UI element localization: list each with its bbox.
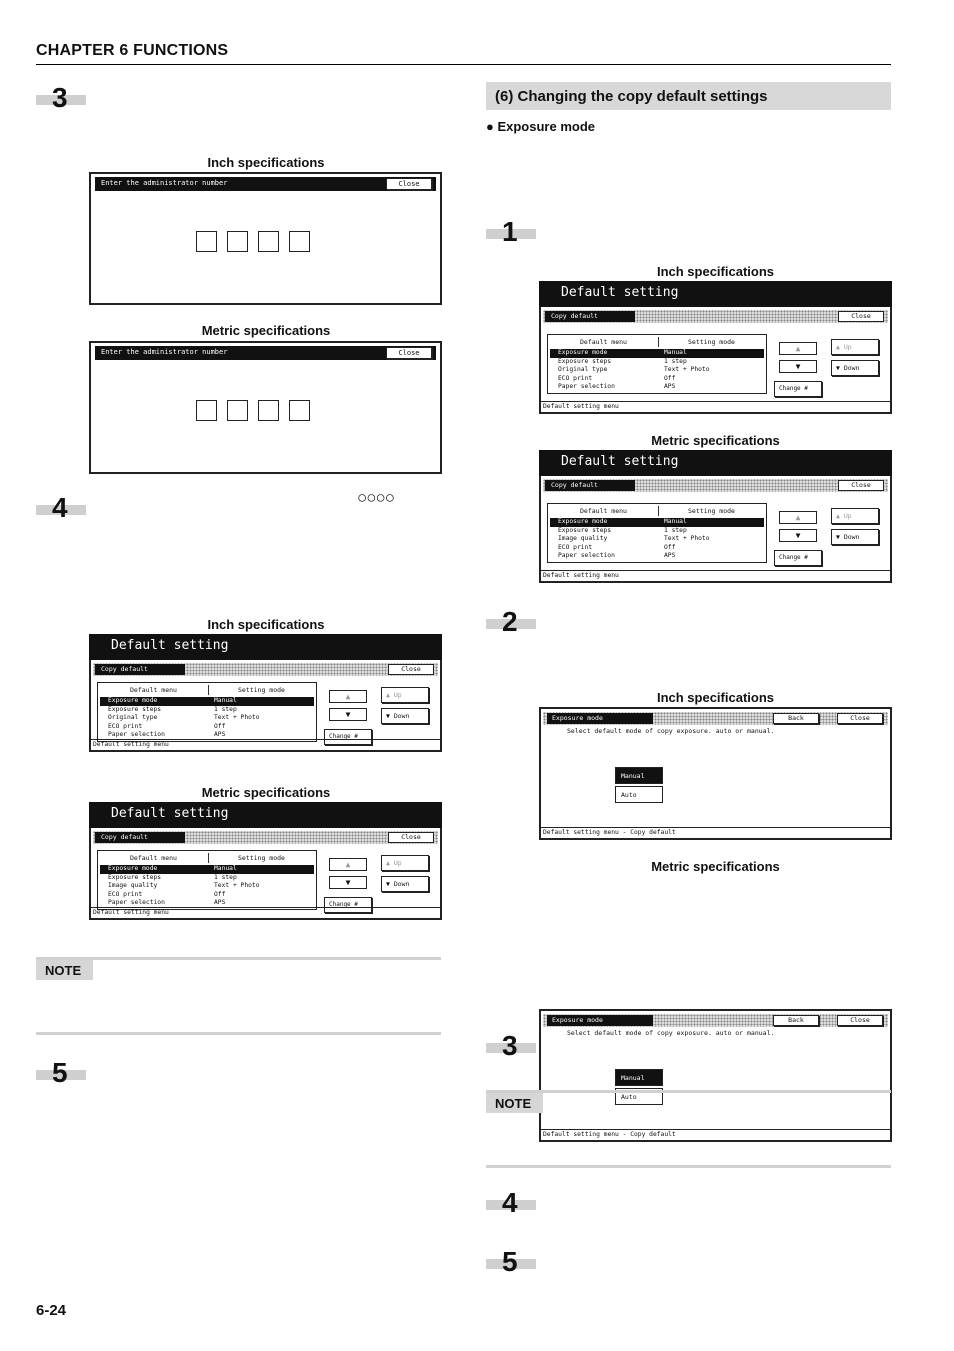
col-header: Setting mode: [238, 854, 285, 862]
caption-inch: Inch specifications: [207, 617, 325, 632]
close-button[interactable]: Close: [837, 1015, 883, 1026]
screen-banner: Default setting: [89, 802, 442, 828]
scroll-down-arrow[interactable]: ▼: [329, 876, 367, 889]
digit-box: [258, 231, 279, 252]
screen-banner: Default setting: [539, 450, 892, 476]
instruction-text: Select default mode of copy exposure. auto or manual.: [567, 1029, 775, 1037]
step-number: 2: [502, 606, 518, 637]
table-row[interactable]: ECO print Off: [108, 890, 226, 898]
close-button[interactable]: Close: [388, 664, 434, 675]
bullet-item: ● Exposure mode: [486, 119, 595, 134]
screen-banner: Default setting: [539, 281, 892, 307]
table-row[interactable]: ECO print Off: [558, 543, 676, 551]
exposure-mode-screen-inch: [539, 707, 892, 840]
code-circles: ○○○○: [357, 488, 395, 507]
close-button[interactable]: Close: [837, 713, 883, 724]
section-heading: (6) Changing the copy default settings: [486, 82, 891, 110]
table-row[interactable]: Exposure steps 1 step: [558, 357, 687, 365]
auto-option[interactable]: Auto: [615, 786, 663, 803]
copy-default-tab[interactable]: Copy default: [545, 311, 635, 322]
caption-metric: Metric specifications: [651, 859, 780, 874]
table-row[interactable]: Image quality Text + Photo: [558, 535, 710, 542]
up-button[interactable]: ▲ Up: [381, 687, 429, 703]
close-button[interactable]: Close: [388, 832, 434, 843]
instruction-text: Select default mode of copy exposure. auto or manual.: [567, 727, 775, 735]
col-header: Default menu: [130, 854, 177, 862]
down-button[interactable]: ▼ Down: [381, 708, 429, 724]
scroll-down-arrow[interactable]: ▼: [779, 529, 817, 542]
note-label: NOTE: [36, 960, 93, 980]
caption-metric: Metric specifications: [201, 323, 331, 338]
step-number: 4: [52, 492, 68, 523]
table-row[interactable]: Exposure steps 1 step: [108, 873, 237, 881]
caption-metric: Metric specifications: [651, 433, 780, 448]
admin-screen-metric: [89, 341, 442, 474]
screen-footer: Default setting menu - Copy default: [541, 827, 890, 838]
scroll-up-arrow[interactable]: ▲: [329, 690, 367, 703]
up-button[interactable]: ▲ Up: [831, 508, 879, 524]
step-3-right: [486, 1030, 546, 1062]
chapter-heading: CHAPTER 6 FUNCTIONS: [36, 42, 229, 59]
copy-default-tab[interactable]: Copy default: [545, 480, 635, 491]
caption-inch: Inch specifications: [207, 155, 325, 170]
table-row[interactable]: Exposure mode Manual: [100, 697, 314, 706]
table-row[interactable]: Paper selection APS: [108, 899, 226, 906]
up-button[interactable]: ▲ Up: [831, 339, 879, 355]
digit-box: [196, 400, 217, 421]
digit-box: [196, 231, 217, 252]
col-header: Setting mode: [688, 507, 735, 515]
default-setting-screen-metric-right: [539, 450, 892, 583]
scroll-down-arrow[interactable]: ▼: [779, 360, 817, 373]
step-4-right: [486, 1187, 546, 1219]
table-row[interactable]: Image quality Text + Photo: [108, 882, 260, 889]
col-header: Default menu: [130, 686, 177, 694]
step-number: 3: [52, 82, 68, 113]
table-row[interactable]: Exposure steps 1 step: [108, 705, 237, 713]
step-5-right: [486, 1246, 546, 1278]
step-number: 5: [502, 1246, 518, 1277]
col-header: Default menu: [580, 507, 627, 515]
digit-box: [289, 400, 310, 421]
screen-title: Enter the administrator number: [95, 346, 436, 360]
back-button[interactable]: Back: [773, 1015, 819, 1026]
header-rule: [36, 64, 891, 65]
table-row[interactable]: Paper selection APS: [558, 552, 676, 559]
close-button[interactable]: Close: [838, 480, 884, 491]
digit-box: [289, 231, 310, 252]
col-header: Default menu: [580, 338, 627, 346]
scroll-down-arrow[interactable]: ▼: [329, 708, 367, 721]
default-menu-table: [97, 682, 317, 742]
page-number: 6-24: [36, 1302, 67, 1319]
digit-box: [227, 400, 248, 421]
change-button[interactable]: Change #: [774, 381, 822, 397]
step-number: 3: [502, 1030, 518, 1061]
digit-box: [258, 400, 279, 421]
copy-default-tab[interactable]: Copy default: [95, 664, 185, 675]
digit-box: [227, 231, 248, 252]
exposure-mode-tab: Exposure mode: [547, 713, 653, 724]
screen-footer: Default setting menu: [541, 570, 890, 581]
col-header: Setting mode: [688, 338, 735, 346]
scroll-up-arrow[interactable]: ▲: [329, 858, 367, 871]
screen-footer: Default setting menu: [541, 401, 890, 412]
note-box-left: [36, 957, 441, 1035]
step-number: 1: [502, 216, 518, 247]
step-2-right: [486, 606, 546, 638]
manual-option[interactable]: Manual: [615, 767, 663, 784]
table-row[interactable]: Original type Text + Photo: [558, 366, 710, 373]
default-setting-screen-metric-left: [89, 802, 442, 920]
admin-screen-inch: [89, 172, 442, 305]
default-menu-table: [547, 503, 767, 563]
back-button[interactable]: Back: [773, 713, 819, 724]
table-row[interactable]: Paper selection APS: [108, 731, 226, 738]
note-box-right: [486, 1090, 891, 1168]
default-setting-screen-inch-left: [89, 634, 442, 752]
up-button[interactable]: ▲ Up: [381, 855, 429, 871]
down-button[interactable]: ▼ Down: [381, 876, 429, 892]
close-button[interactable]: Close: [386, 178, 432, 190]
step-3-left: [36, 82, 96, 114]
step-1-right: [486, 216, 546, 248]
change-button[interactable]: Change #: [774, 550, 822, 566]
close-button[interactable]: Close: [838, 311, 884, 322]
screen-footer: Default setting menu: [91, 907, 440, 918]
table-row[interactable]: Paper selection APS: [558, 383, 676, 390]
change-button[interactable]: Change #: [324, 729, 372, 745]
default-menu-table: [547, 334, 767, 394]
table-row[interactable]: ECO print Off: [108, 722, 226, 730]
close-button[interactable]: Close: [386, 347, 432, 359]
note-label: NOTE: [486, 1093, 543, 1113]
col-header: Setting mode: [238, 686, 285, 694]
step-number: 5: [52, 1057, 68, 1088]
table-row[interactable]: Exposure steps 1 step: [558, 526, 687, 534]
screen-banner: Default setting: [89, 634, 442, 660]
down-button[interactable]: ▼ Down: [831, 529, 879, 545]
step-4-left: [36, 492, 96, 524]
caption-inch: Inch specifications: [656, 690, 775, 705]
screen-footer: Default setting menu - Copy default: [541, 1129, 890, 1140]
table-row[interactable]: Exposure mode Manual: [100, 865, 314, 874]
caption-inch: Inch specifications: [656, 264, 775, 279]
scroll-up-arrow[interactable]: ▲: [779, 511, 817, 524]
table-row[interactable]: ECO print Off: [558, 374, 676, 382]
default-menu-table: [97, 850, 317, 910]
copy-default-tab[interactable]: Copy default: [95, 832, 185, 843]
caption-metric: Metric specifications: [201, 785, 331, 800]
scroll-up-arrow[interactable]: ▲: [779, 342, 817, 355]
auto-option[interactable]: Auto: [615, 1088, 663, 1105]
table-row[interactable]: Exposure mode Manual: [550, 518, 764, 527]
step-5-left: [36, 1057, 96, 1089]
change-button[interactable]: Change #: [324, 897, 372, 913]
screen-title: Enter the administrator number: [95, 177, 436, 191]
step-number: 4: [502, 1187, 518, 1218]
table-row[interactable]: Exposure mode Manual: [550, 349, 764, 358]
table-row[interactable]: Original type Text + Photo: [108, 714, 260, 721]
down-button[interactable]: ▼ Down: [831, 360, 879, 376]
default-setting-screen-inch-right: [539, 281, 892, 414]
manual-option[interactable]: Manual: [615, 1069, 663, 1086]
screen-footer: Default setting menu: [91, 739, 440, 750]
exposure-mode-tab: Exposure mode: [547, 1015, 653, 1026]
